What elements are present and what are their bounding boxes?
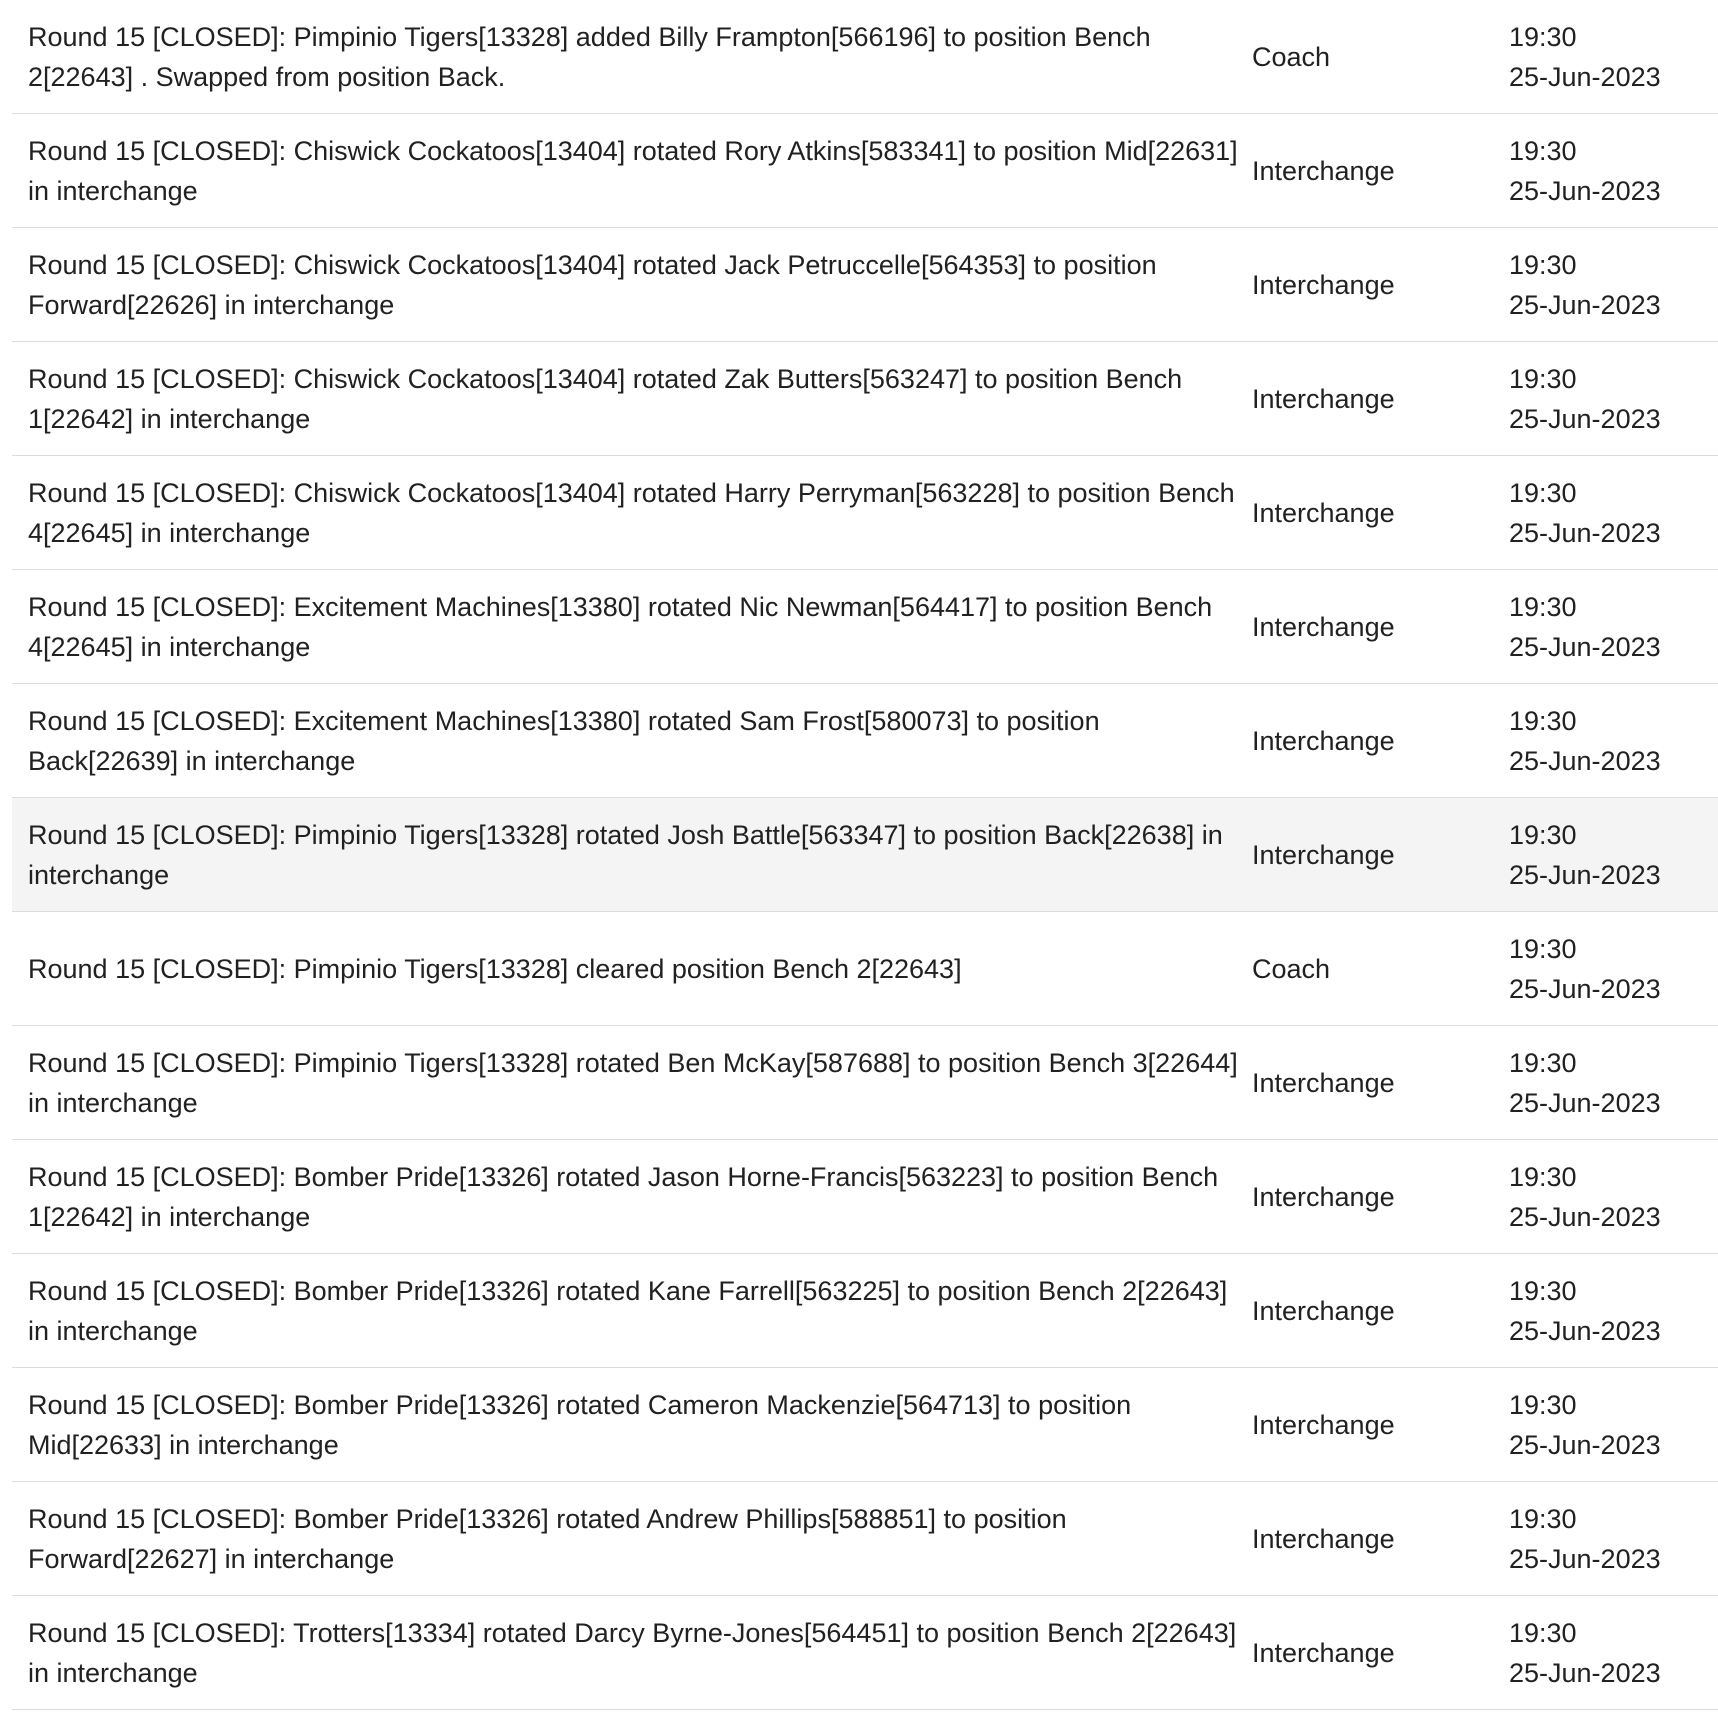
- table-row[interactable]: [12, 1254, 1718, 1368]
- log-date: 25-Jun-2023: [1509, 289, 1661, 320]
- table-row[interactable]: [12, 798, 1718, 912]
- log-type: Interchange: [1252, 1254, 1509, 1368]
- log-date: 25-Jun-2023: [1509, 1543, 1661, 1574]
- table-row[interactable]: [12, 0, 1718, 114]
- log-date: 25-Jun-2023: [1509, 175, 1661, 206]
- log-description: Round 15 [CLOSED]: Excitement Machines[13380] rotated Nic Newman[564417] to position Bench 4[22645] in interchange: [12, 570, 1252, 684]
- activity-log-table: [12, 0, 1718, 1710]
- log-description: Round 15 [CLOSED]: Pimpinio Tigers[13328] rotated Josh Battle[563347] to position Back[22638] in interchange: [12, 798, 1252, 912]
- log-time: 19:30: [1509, 591, 1577, 622]
- log-date: 25-Jun-2023: [1509, 859, 1661, 890]
- log-time: 19:30: [1509, 249, 1577, 280]
- log-time: 19:30: [1509, 1275, 1577, 1306]
- log-date: 25-Jun-2023: [1509, 517, 1661, 548]
- log-description: Round 15 [CLOSED]: Bomber Pride[13326] rotated Kane Farrell[563225] to position Bench 2[22643] in interchange: [12, 1254, 1252, 1368]
- table-row[interactable]: [12, 1368, 1718, 1482]
- log-timestamp: [1509, 912, 1718, 1026]
- log-timestamp: [1509, 1596, 1718, 1710]
- log-timestamp: [1509, 684, 1718, 798]
- log-time: 19:30: [1509, 1617, 1577, 1648]
- table-row[interactable]: [12, 684, 1718, 798]
- log-type: Interchange: [1252, 114, 1509, 228]
- log-date: 25-Jun-2023: [1509, 1657, 1661, 1688]
- log-time: 19:30: [1509, 135, 1577, 166]
- log-date: 25-Jun-2023: [1509, 1087, 1661, 1118]
- log-description: Round 15 [CLOSED]: Excitement Machines[13380] rotated Sam Frost[580073] to position Back[22639] in interchange: [12, 684, 1252, 798]
- log-type: Interchange: [1252, 570, 1509, 684]
- log-description: Round 15 [CLOSED]: Chiswick Cockatoos[13404] rotated Zak Butters[563247] to position Bench 1[22642] in interchange: [12, 342, 1252, 456]
- log-date: 25-Jun-2023: [1509, 631, 1661, 662]
- log-description: Round 15 [CLOSED]: Chiswick Cockatoos[13404] rotated Jack Petruccelle[564353] to position Forward[22626] in interchange: [12, 228, 1252, 342]
- log-date: 25-Jun-2023: [1509, 1315, 1661, 1346]
- log-date: 25-Jun-2023: [1509, 61, 1661, 92]
- log-type: Coach: [1252, 0, 1509, 114]
- log-description: Round 15 [CLOSED]: Trotters[13334] rotated Darcy Byrne-Jones[564451] to position Bench 2[22643] in interchange: [12, 1596, 1252, 1710]
- log-type: Interchange: [1252, 1140, 1509, 1254]
- log-type: Coach: [1252, 912, 1509, 1026]
- table-row[interactable]: [12, 1596, 1718, 1710]
- log-timestamp: [1509, 570, 1718, 684]
- log-description: Round 15 [CLOSED]: Chiswick Cockatoos[13404] rotated Harry Perryman[563228] to position Bench 4[22645] in interchange: [12, 456, 1252, 570]
- log-description: Round 15 [CLOSED]: Pimpinio Tigers[13328] added Billy Frampton[566196] to position Bench 2[22643] . Swapped from position Back.: [12, 0, 1252, 114]
- log-timestamp: [1509, 1026, 1718, 1140]
- log-time: 19:30: [1509, 21, 1577, 52]
- log-description: Round 15 [CLOSED]: Bomber Pride[13326] rotated Cameron Mackenzie[564713] to position Mid[22633] in interchange: [12, 1368, 1252, 1482]
- log-type: Interchange: [1252, 228, 1509, 342]
- activity-log-body: [12, 0, 1718, 1710]
- log-type: Interchange: [1252, 456, 1509, 570]
- log-timestamp: [1509, 114, 1718, 228]
- log-timestamp: [1509, 342, 1718, 456]
- table-row[interactable]: [12, 1482, 1718, 1596]
- log-timestamp: [1509, 798, 1718, 912]
- log-timestamp: [1509, 228, 1718, 342]
- log-time: 19:30: [1509, 477, 1577, 508]
- table-row[interactable]: [12, 228, 1718, 342]
- log-date: 25-Jun-2023: [1509, 973, 1661, 1004]
- log-type: Interchange: [1252, 1596, 1509, 1710]
- log-timestamp: [1509, 1140, 1718, 1254]
- log-date: 25-Jun-2023: [1509, 745, 1661, 776]
- log-time: 19:30: [1509, 1503, 1577, 1534]
- log-timestamp: [1509, 456, 1718, 570]
- log-description: Round 15 [CLOSED]: Bomber Pride[13326] rotated Andrew Phillips[588851] to position Forward[22627] in interchange: [12, 1482, 1252, 1596]
- log-type: Interchange: [1252, 1026, 1509, 1140]
- log-timestamp: [1509, 1254, 1718, 1368]
- log-type: Interchange: [1252, 798, 1509, 912]
- log-time: 19:30: [1509, 933, 1577, 964]
- table-row[interactable]: [12, 342, 1718, 456]
- log-description: Round 15 [CLOSED]: Pimpinio Tigers[13328] rotated Ben McKay[587688] to position Bench 3[22644] in interchange: [12, 1026, 1252, 1140]
- log-date: 25-Jun-2023: [1509, 1429, 1661, 1460]
- log-time: 19:30: [1509, 363, 1577, 394]
- log-timestamp: [1509, 0, 1718, 114]
- log-type: Interchange: [1252, 342, 1509, 456]
- table-row[interactable]: [12, 570, 1718, 684]
- log-type: Interchange: [1252, 684, 1509, 798]
- log-time: 19:30: [1509, 1161, 1577, 1192]
- log-type: Interchange: [1252, 1482, 1509, 1596]
- log-date: 25-Jun-2023: [1509, 403, 1661, 434]
- log-time: 19:30: [1509, 1389, 1577, 1420]
- log-time: 19:30: [1509, 1047, 1577, 1078]
- table-row[interactable]: [12, 114, 1718, 228]
- table-row[interactable]: [12, 1140, 1718, 1254]
- log-description: Round 15 [CLOSED]: Chiswick Cockatoos[13404] rotated Rory Atkins[583341] to position Mid[22631] in interchange: [12, 114, 1252, 228]
- log-description: Round 15 [CLOSED]: Pimpinio Tigers[13328] cleared position Bench 2[22643]: [12, 912, 1252, 1026]
- log-time: 19:30: [1509, 705, 1577, 736]
- log-timestamp: [1509, 1368, 1718, 1482]
- log-description: Round 15 [CLOSED]: Bomber Pride[13326] rotated Jason Horne-Francis[563223] to position Bench 1[22642] in interchange: [12, 1140, 1252, 1254]
- table-row[interactable]: [12, 912, 1718, 1026]
- table-row[interactable]: [12, 456, 1718, 570]
- log-type: Interchange: [1252, 1368, 1509, 1482]
- table-row[interactable]: [12, 1026, 1718, 1140]
- log-date: 25-Jun-2023: [1509, 1201, 1661, 1232]
- log-timestamp: [1509, 1482, 1718, 1596]
- log-time: 19:30: [1509, 819, 1577, 850]
